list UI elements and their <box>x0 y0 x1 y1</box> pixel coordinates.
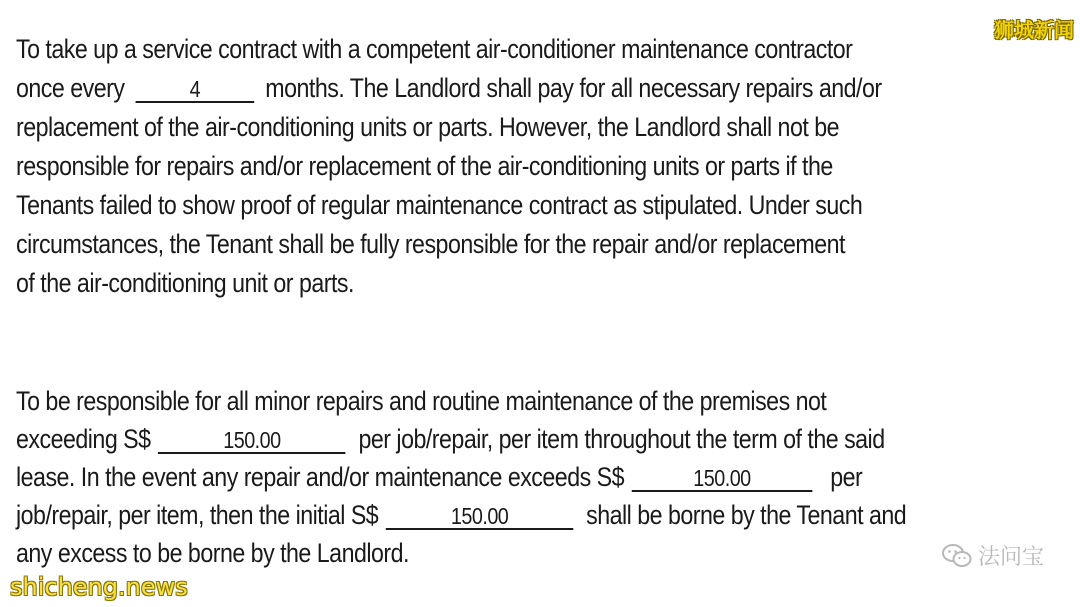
amount-blank: 150.00 <box>632 466 813 492</box>
text-fragment: shall be borne by the Tenant and <box>586 500 907 530</box>
text-line: of the air-conditioning unit or parts. <box>16 268 354 298</box>
amount-blank: 150.00 <box>386 504 573 530</box>
wechat-icon <box>942 543 972 569</box>
watermark-bottom-right <box>942 540 1044 571</box>
text-fragment: job/repair, per item, then the initial S$ <box>16 500 379 530</box>
watermark-top-right: 狮城新闻 <box>994 18 1074 42</box>
months-blank: 4 <box>136 77 255 103</box>
text-fragment: per <box>830 462 863 492</box>
text-line: any excess to be borne by the Landlord. <box>16 538 409 568</box>
text-line <box>16 460 862 494</box>
watermark-bottom-left: shicheng.news <box>10 573 188 601</box>
text-line: To take up a service contract with a competent air-conditioner maintenance contractor <box>16 34 853 64</box>
text-line: To be responsible for all minor repairs and routine maintenance of the premises not <box>16 386 827 416</box>
watermark-text: 法问宝 <box>977 545 1044 570</box>
text-fragment: months. The Landlord shall pay for all necessary repairs and/or <box>265 73 882 103</box>
text-fragment: exceeding S$ <box>16 424 151 454</box>
text-fragment: per job/repair, per item throughout the term of the said <box>358 424 885 454</box>
text-line: Tenants failed to show proof of regular maintenance contract as stipulated. Under such <box>16 190 863 220</box>
text-line: circumstances, the Tenant shall be fully responsible for the repair and/or replacement <box>16 229 845 259</box>
text-line <box>16 422 885 456</box>
text-line <box>16 498 906 532</box>
text-fragment: lease. In the event any repair and/or maintenance exceeds S$ <box>16 462 625 492</box>
text-line: responsible for repairs and/or replacement of the air-conditioning units or parts if the <box>16 151 833 181</box>
amount-blank: 150.00 <box>158 428 345 454</box>
text-fragment: once every <box>16 73 125 103</box>
text-line: replacement of the air-conditioning units or parts. However, the Landlord shall not be <box>16 112 840 142</box>
text-line <box>16 71 882 105</box>
